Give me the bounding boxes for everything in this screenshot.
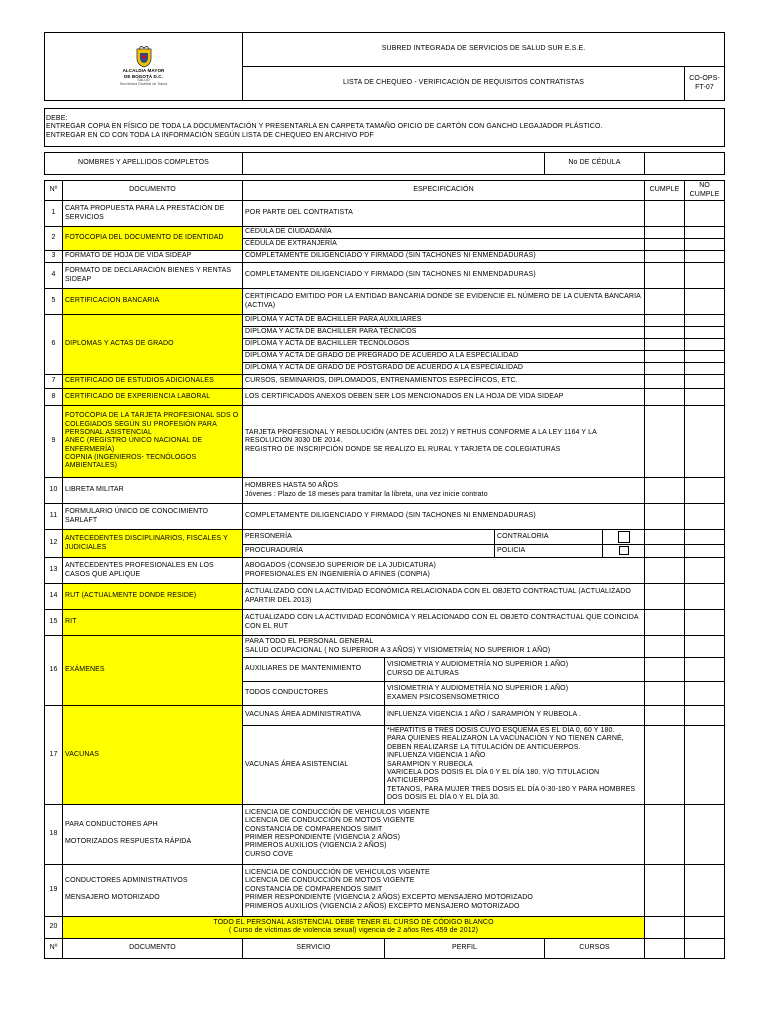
no-cumple-cell[interactable] xyxy=(685,315,725,327)
cumple-cell[interactable] xyxy=(645,558,685,584)
row-spec: INFLUENZA VIGENCIA 1 AÑO / SARAMPIÓN Y RUBEOLA . xyxy=(385,706,645,726)
no-cumple-cell[interactable] xyxy=(685,584,725,610)
row-document: CARTA PROPUESTA PARA LA PRESTACIÓN DE SERVICIOS xyxy=(63,201,243,227)
cumple-cell[interactable] xyxy=(645,504,685,530)
code-white-notice: TODO EL PERSONAL ASISTENCIAL DEBE TENER EL CURSO DE CÓDIGO BLANCO ( Curso de víctimas de violencia sexual) vigencia de 2 años Res 459 de 2012) xyxy=(63,916,645,938)
col-document: DOCUMENTO xyxy=(63,181,243,201)
row-spec-label: TODOS CONDUCTORES xyxy=(243,682,385,706)
row-spec: DIPLOMA Y ACTA DE BACHILLER PARA AUXILIARES xyxy=(243,315,645,327)
table-row xyxy=(45,315,725,327)
row-spec: VISIOMETRIA Y AUDIOMETRÍA NO SUPERIOR 1 AÑO) CURSO DE ALTURAS xyxy=(385,658,645,682)
no-cumple-cell[interactable] xyxy=(685,351,725,363)
notice-line: ENTREGAR COPIA EN FÍSICO DE TODA LA DOCUMENTACIÓN Y PRESENTARLA EN CARPETA TAMAÑO OFICIO DE CARTÓN CON GANCHO LEGAJADOR PLÁSTICO. xyxy=(46,123,603,131)
row-spec: CÉDULA DE EXTRANJERÍA xyxy=(243,239,645,251)
row-document: FORMULARIO ÚNICO DE CONOCIMIENTO SARLAFT xyxy=(63,504,243,530)
row-document: VACUNAS xyxy=(63,706,243,805)
table-row xyxy=(45,610,725,636)
no-cumple-cell[interactable] xyxy=(685,263,725,289)
row-spec-label: VACUNAS ÁREA ADMINISTRATIVA xyxy=(243,706,385,726)
policia-label: POLICIA xyxy=(495,545,603,558)
no-cumple-cell[interactable] xyxy=(685,406,725,478)
row-number: 17 xyxy=(45,706,63,805)
row-document: CERTIFICADO DE ESTUDIOS ADICIONALES xyxy=(63,375,243,389)
row-number: 5 xyxy=(45,289,63,315)
no-cumple-cell[interactable] xyxy=(685,916,725,938)
cumple-cell[interactable] xyxy=(645,804,685,864)
row-document: CERTIFICADO DE EXPERIENCIA LABORAL xyxy=(63,389,243,406)
table-row xyxy=(45,375,725,389)
no-cumple-cell[interactable] xyxy=(685,339,725,351)
no-cumple-cell[interactable] xyxy=(685,504,725,530)
row-spec: DIPLOMA Y ACTA DE BACHILLER PARA TÉCNICOS xyxy=(243,327,645,339)
cumple-cell[interactable] xyxy=(645,251,685,263)
col-num: Nº xyxy=(45,938,63,958)
cumple-cell[interactable] xyxy=(645,406,685,478)
col-cursos: CURSOS xyxy=(545,938,645,958)
cumple-cell[interactable] xyxy=(645,339,685,351)
col-num: Nº xyxy=(45,181,63,201)
row-spec: ACTUALIZADO CON LA ACTIVIDAD ECONÓMICA RELACIONADA CON EL OBJETO CONTRACTUAL (ACTUALIZADO APARTIR DEL 2013) xyxy=(243,584,645,610)
logo-text: ALCALDIA MAYOR xyxy=(122,67,165,73)
row-number: 18 xyxy=(45,804,63,864)
row-spec: LICENCIA DE CONDUCCIÓN DE VEHICULOS VIGENTE LICENCIA DE CONDUCCIÓN DE MOTOS VIGENTE CONSTANCIA DE COMPARENDOS SIMIT PRIMER RESPONDIENTE (VIGENCIA 2 AÑOS) PRIMEROS AUXILIOS (VIGENCIA 2 AÑOS) CURSO COVE xyxy=(243,804,645,864)
table-row xyxy=(45,406,725,478)
cumple-cell[interactable] xyxy=(645,682,685,706)
row-document: CONDUCTORES ADMINISTRATIVOS MENSAJERO MOTORIZADO xyxy=(63,864,243,916)
cumple-cell[interactable] xyxy=(645,363,685,375)
row-number: 13 xyxy=(45,558,63,584)
procuraduria-label: PROCURADURÍA xyxy=(243,545,495,558)
row-document: FOTOCOPIA DE LA TARJETA PROFESIONAL SDS O COLEGIADOS SEGÚN SU PROFESIÓN PARA PERSONAL ASISTENCIAL ANEC (REGISTRO ÚNICO NACIONAL DE ENFERMERÍA) COPNIA (INGENIEROS- TECNÓLOGOS AMBIENTALES) xyxy=(63,406,243,478)
table-row xyxy=(45,504,725,530)
table-row xyxy=(45,251,725,263)
no-cumple-cell[interactable] xyxy=(685,558,725,584)
contraloria-label: CONTRALORIA xyxy=(495,530,603,545)
no-cumple-cell[interactable] xyxy=(685,375,725,389)
row-number: 20 xyxy=(45,916,63,938)
col-document: DOCUMENTO xyxy=(63,938,243,958)
no-cumple-cell[interactable] xyxy=(685,363,725,375)
row-number: 8 xyxy=(45,389,63,406)
row-number: 11 xyxy=(45,504,63,530)
row-spec: CURSOS, SEMINARIOS, DIPLOMADOS, ENTRENAMIENTOS ESPECÍFICOS, ETC. xyxy=(243,375,645,389)
no-cumple-cell[interactable] xyxy=(685,726,725,805)
cumple-cell[interactable] xyxy=(645,478,685,504)
table-row xyxy=(45,558,725,584)
document-code: CO-OPS-FT-07 xyxy=(685,67,725,101)
row-spec: POR PARTE DEL CONTRATISTA xyxy=(243,201,645,227)
no-cumple-cell[interactable] xyxy=(685,864,725,916)
cumple-cell[interactable] xyxy=(645,351,685,363)
logo-cell xyxy=(45,33,243,101)
row-spec-label: AUXILIARES DE MANTENIMIENTO xyxy=(243,658,385,682)
row-number: 19 xyxy=(45,864,63,916)
row-document: RIT xyxy=(63,610,243,636)
cumple-cell[interactable] xyxy=(645,201,685,227)
no-cumple-cell[interactable] xyxy=(685,658,725,682)
table-row xyxy=(45,289,725,315)
row-spec: TARJETA PROFESIONAL Y RESOLUCIÓN (ANTES DEL 2012) Y RETHUS CONFORME A LA LEY 1164 Y LA RESOLUCIÓN 3030 DE 2014. REGISTRO DE INSCRIPCIÓN DONDE SE REALIZO EL RURAL Y TARJETA DE COLEGIATURAS xyxy=(243,406,645,478)
cumple-cell[interactable] xyxy=(645,239,685,251)
row-number: 4 xyxy=(45,263,63,289)
cumple-cell[interactable] xyxy=(645,636,685,658)
row-document: FORMATO DE DECLARACIÓN BIENES Y RENTAS SIDEAP xyxy=(63,263,243,289)
no-cumple-cell[interactable] xyxy=(685,610,725,636)
no-cumple-cell[interactable] xyxy=(685,327,725,339)
cumple-cell[interactable] xyxy=(645,227,685,239)
table-row xyxy=(45,530,725,545)
bogota-logo xyxy=(114,40,174,94)
document-title: LISTA DE CHEQUEO - VERIFICACIÓN DE REQUISITOS CONTRATISTAS xyxy=(243,67,685,101)
row-document: ANTECEDENTES DISCIPLINARIOS, FISCALES Y JUDICIALES xyxy=(63,530,243,558)
col-spec: ESPECIFICACIÓN xyxy=(243,181,645,201)
cumple-cell[interactable] xyxy=(645,263,685,289)
no-cumple-cell[interactable] xyxy=(685,706,725,726)
row-document: FORMATO DE HOJA DE VIDA SIDEAP xyxy=(63,251,243,263)
no-cumple-cell[interactable] xyxy=(685,239,725,251)
table-row xyxy=(45,916,725,938)
no-cumple-cell[interactable] xyxy=(685,545,725,558)
row-spec: HOMBRES HASTA 50 AÑOS Jóvenes : Plazo de 18 meses para tramitar la libreta, una vez inicie contrato xyxy=(243,478,645,504)
table-row xyxy=(45,584,725,610)
row-document: DIPLOMAS Y ACTAS DE GRADO xyxy=(63,315,243,375)
no-cumple-cell[interactable] xyxy=(685,251,725,263)
row-document: RUT (ACTUALMENTE DONDE RESIDE) xyxy=(63,584,243,610)
contraloria-checkbox[interactable] xyxy=(618,531,630,543)
col-servicio: SERVICIO xyxy=(243,938,385,958)
row-number: 16 xyxy=(45,636,63,706)
row-document: PARA CONDUCTORES APH MOTORIZADOS RESPUESTA RÁPIDA xyxy=(63,804,243,864)
logo-subtext: Secretaría Distrital de Salud xyxy=(119,82,168,87)
org-name: SUBRED INTEGRADA DE SERVICIOS DE SALUD SUR E.S.E. xyxy=(243,33,725,67)
table-row xyxy=(45,227,725,239)
cumple-cell[interactable] xyxy=(645,289,685,315)
row-spec: CÉDULA DE CIUDADANÍA xyxy=(243,227,645,239)
no-cumple-cell[interactable] xyxy=(685,682,725,706)
table-row xyxy=(45,636,725,658)
table-row xyxy=(45,389,725,406)
policia-checkbox[interactable] xyxy=(619,546,629,555)
cumple-cell[interactable] xyxy=(645,706,685,726)
row-number: 9 xyxy=(45,406,63,478)
notice-box xyxy=(45,109,725,147)
row-number: 1 xyxy=(45,201,63,227)
cumple-cell[interactable] xyxy=(645,375,685,389)
row-spec: VISIOMETRIA Y AUDIOMETRÍA NO SUPERIOR 1 AÑO) EXAMEN PSICOSENSOMETRICO xyxy=(385,682,645,706)
cumple-cell[interactable] xyxy=(645,864,685,916)
checklist-table xyxy=(44,32,725,959)
row-number: 2 xyxy=(45,227,63,251)
row-spec: LOS CERTIFICADOS ANEXOS DEBEN SER LOS MENCIONADOS EN LA HOJA DE VIDA SIDEAP xyxy=(243,389,645,406)
row-spec: COMPLETAMENTE DILIGENCIADO Y FIRMADO (SIN TACHONES NI ENMENDADURAS) xyxy=(243,251,645,263)
row-spec: COMPLETAMENTE DILIGENCIADO Y FIRMADO (SIN TACHONES NI ENMENDADURAS) xyxy=(243,263,645,289)
row-number: 12 xyxy=(45,530,63,558)
cumple-cell[interactable] xyxy=(645,726,685,805)
cumple-cell[interactable] xyxy=(645,658,685,682)
table-row xyxy=(45,263,725,289)
coat-of-arms-icon xyxy=(135,46,153,68)
row-document: LIBRETA MILITAR xyxy=(63,478,243,504)
row-spec: DIPLOMA Y ACTA DE GRADO DE PREGRADO DE ACUERDO A LA ESPECIALIDAD xyxy=(243,351,645,363)
row-number: 6 xyxy=(45,315,63,375)
no-cumple-cell[interactable] xyxy=(685,804,725,864)
no-cumple-cell[interactable] xyxy=(685,530,725,545)
row-spec: DIPLOMA Y ACTA DE GRADO DE POSTGRADO DE ACUERDO A LA ESPECIALIDAD xyxy=(243,363,645,375)
name-field[interactable] xyxy=(243,153,545,175)
row-spec: ACTUALIZADO CON LA ACTIVIDAD ECONÓMICA Y RELACIONADO CON EL OBJETO CONTRACTUAL QUE COINCIDA CON EL RUT xyxy=(243,610,645,636)
row-spec-label: VACUNAS ÁREA ASISTENCIAL xyxy=(243,726,385,805)
row-number: 14 xyxy=(45,584,63,610)
row-spec: COMPLETAMENTE DILIGENCIADO Y FIRMADO (SIN TACHONES NI ENMENDADURAS) xyxy=(243,504,645,530)
row-number: 15 xyxy=(45,610,63,636)
row-spec: LICENCIA DE CONDUCCIÓN DE VEHICULOS VIGENTE LICENCIA DE CONDUCCIÓN DE MOTOS VIGENTE CONSTANCIA DE COMPARENDOS SIMIT PRIMER RESPONDIENTE (VIGENCIA 2 AÑOS) EXCEPTO MENSAJERO MOTORIZADO PRIMEROS AUXILIOS (VIGENCIA 2 AÑOS) EXCEPTO MENSAJERO MOTORIZADO xyxy=(243,864,645,916)
row-document: ANTECEDENTES PROFESIONALES EN LOS CASOS QUE APLIQUE xyxy=(63,558,243,584)
row-spec: ABOGADOS (CONSEJO SUPERIOR DE LA JUDICATURA) PROFESIONALES EN INGENIERÍA O AFINES (CONPIA) xyxy=(243,558,645,584)
personeria-label: PERSONERÍA xyxy=(243,530,495,545)
no-cumple-cell[interactable] xyxy=(685,389,725,406)
row-spec: *HEPATITIS B TRES DOSIS CUYO ESQUEMA ES EL DÍA 0, 60 Y 180. PARA QUIENES REALIZARON LA VACUNACIÓN Y NO TIENEN CARNÉ, DEBEN REALIZARSE LA TITULACIÓN DE ANTICUERPOS. INFLUENZA VIGENCIA 1 AÑO SARAMPION Y RUBEOLA VARICELA DOS DOSIS EL DÍA 0 Y EL DÍA 180. Y/O TITULACION ANTICUERPOS TETANOS, PARA MUJER TRES DOSIS EL DÍA 0-30-180 Y PARA HOMBRES DOS DOSIS EL DÍA 0 Y EL DÍA 30. xyxy=(385,726,645,805)
no-cumple-cell[interactable] xyxy=(685,227,725,239)
table-row xyxy=(45,864,725,916)
notice-line: DEBE: xyxy=(46,114,68,122)
name-label: NOMBRES Y APELLIDOS COMPLETOS xyxy=(45,153,243,175)
row-spec: DIPLOMA Y ACTA DE BACHILLER TECNÓLOGOS xyxy=(243,339,645,351)
table-row xyxy=(45,201,725,227)
cumple-cell[interactable] xyxy=(645,584,685,610)
table-row xyxy=(45,478,725,504)
cumple-cell[interactable] xyxy=(645,389,685,406)
row-spec: PARA TODO EL PERSONAL GENERAL SALUD OCUPACIONAL ( NO SUPERIOR A 3 AÑOS) Y VISIOMETRÍA( NO SUPERIOR 1 AÑO) xyxy=(243,636,645,658)
col-perfil: PERFIL xyxy=(385,938,545,958)
id-label: No DE CÉDULA xyxy=(545,153,645,175)
row-number: 3 xyxy=(45,251,63,263)
checklist-sheet xyxy=(44,32,724,959)
col-no-cumple: NO CUMPLE xyxy=(685,181,725,201)
id-field[interactable] xyxy=(645,153,725,175)
row-number: 7 xyxy=(45,375,63,389)
cumple-cell[interactable] xyxy=(645,327,685,339)
cumple-cell[interactable] xyxy=(645,610,685,636)
cumple-cell[interactable] xyxy=(645,315,685,327)
row-spec: CERTIFICADO EMITIDO POR LA ENTIDAD BANCARIA DONDE SE EVIDENCIE EL NÚMERO DE LA CUENTA BANCARIA (ACTIVA) xyxy=(243,289,645,315)
cumple-cell[interactable] xyxy=(645,916,685,938)
table-row xyxy=(45,706,725,726)
logo-subtext: SALUD xyxy=(137,78,150,83)
table-row xyxy=(45,804,725,864)
row-document: CERTIFICACION BANCARIA xyxy=(63,289,243,315)
no-cumple-cell[interactable] xyxy=(685,289,725,315)
logo-text: DE BOGOTÁ D.C. xyxy=(124,73,163,79)
spacer xyxy=(45,101,725,109)
row-document: FOTOCOPIA DEL DOCUMENTO DE IDENTIDAD xyxy=(63,227,243,251)
cumple-cell[interactable] xyxy=(645,530,685,545)
row-number: 10 xyxy=(45,478,63,504)
no-cumple-cell[interactable] xyxy=(685,201,725,227)
col-cumple: CUMPLE xyxy=(645,181,685,201)
row-document: EXÁMENES xyxy=(63,636,243,706)
cumple-cell[interactable] xyxy=(645,545,685,558)
no-cumple-cell[interactable] xyxy=(685,636,725,658)
notice-line: ENTREGAR EN CD CON TODA LA INFORMACIÓN SEGÚN LISTA DE CHEQUEO EN ARCHIVO PDF xyxy=(46,131,374,139)
no-cumple-cell[interactable] xyxy=(685,478,725,504)
